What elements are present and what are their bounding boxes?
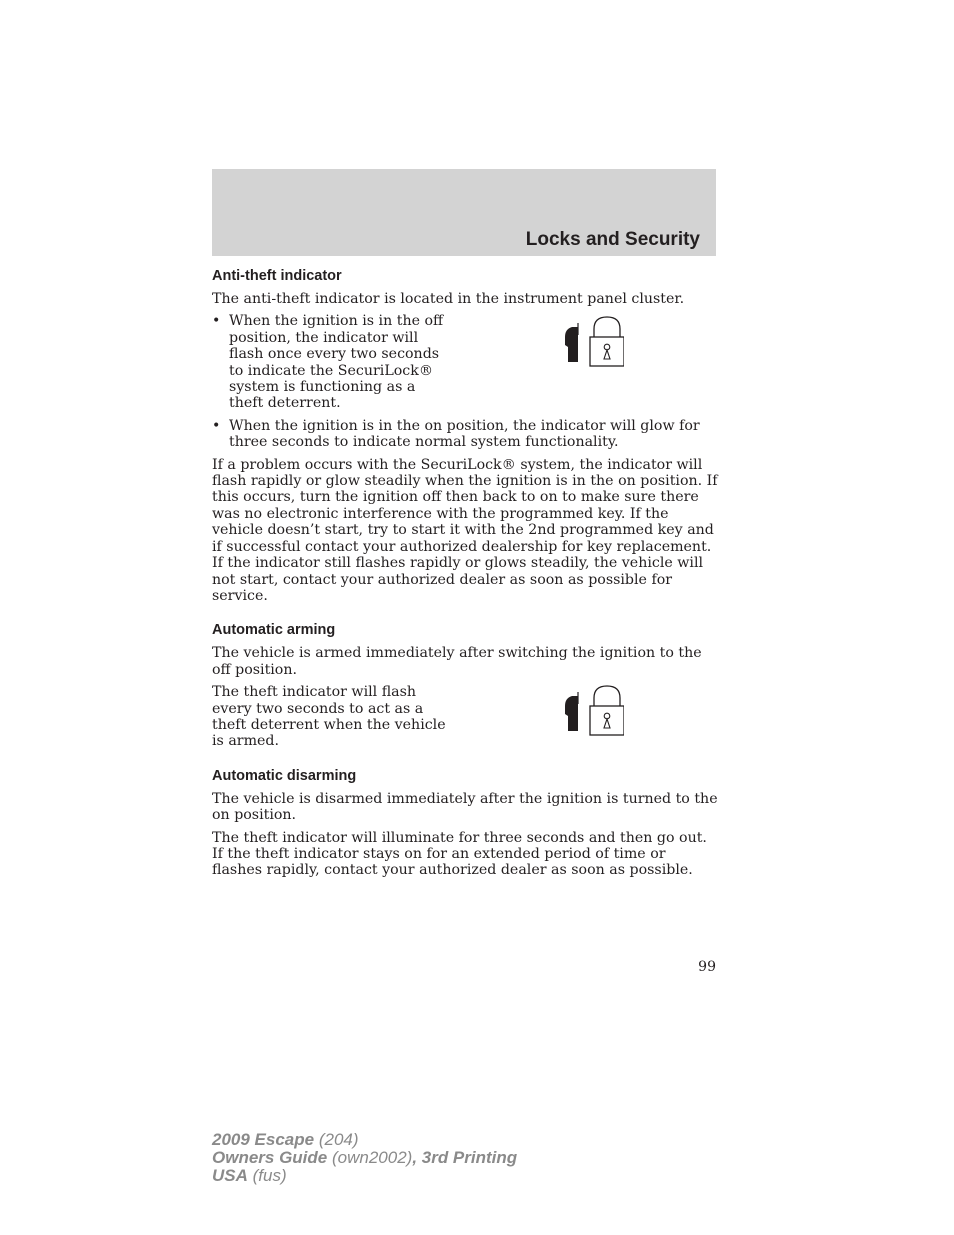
automatic-disarming-p1: The vehicle is disarmed immediately after the ignition is turned to the on position.	[212, 790, 718, 824]
theft-indicator-icon	[564, 315, 624, 367]
footer-region-code: (fus)	[252, 1166, 287, 1185]
footer-printing: , 3rd Printing	[412, 1148, 518, 1167]
anti-theft-problem-paragraph: If a problem occurs with the SecuriLock® system, the indicator will flash rapidly or glow steadily when the ignition is in the on position. If this occurs, turn the ignition off then back to on to make sure there was no electronic interference with the programmed key. If the vehicle doesn’t start, try to start it with the 2nd programmed key and if successful contact your authorized dealership for key replacement. If the indicator still flashes rapidly or glows steadily, the vehicle will not start, contact your authorized dealer as soon as possible for service.	[212, 456, 718, 604]
heading-automatic-arming: Automatic arming	[212, 622, 336, 639]
footer-line-guide	[212, 1149, 517, 1167]
bullet-marker: •	[212, 417, 221, 434]
paragraph-with-icon-block	[212, 684, 718, 750]
heading-automatic-disarming: Automatic disarming	[212, 767, 357, 784]
anti-theft-intro: The anti-theft indicator is located in the instrument panel cluster.	[212, 291, 685, 307]
heading-anti-theft-indicator: Anti-theft indicator	[212, 268, 342, 284]
footer-guide: Owners Guide	[212, 1148, 328, 1167]
bullet-marker: •	[212, 313, 221, 330]
footer-region: USA	[212, 1166, 248, 1185]
footer-model: 2009 Escape	[212, 1130, 315, 1149]
automatic-arming-p2: The theft indicator will flash every two seconds to act as a theft deterrent when the vehicle is armed.	[212, 684, 446, 750]
bullet-text: When the ignition is in the off position, the indicator will flash once every two seconds to indicate the SecuriLock® system is functioning as a theft deterrent.	[229, 313, 444, 412]
theft-indicator-icon	[564, 684, 624, 736]
document-footer	[212, 1131, 517, 1185]
page-number: 99	[698, 959, 716, 975]
list-item	[212, 418, 718, 451]
list-item	[212, 313, 452, 411]
footer-line-region	[212, 1167, 517, 1185]
footer-guide-code: (own2002)	[331, 1148, 413, 1167]
section-title: Locks and Security	[525, 229, 700, 250]
section-header-band	[212, 169, 716, 256]
footer-model-code: (204)	[318, 1130, 359, 1149]
footer-line-model	[212, 1131, 517, 1149]
page-content	[212, 266, 718, 885]
bullet-with-icon-block	[212, 313, 718, 411]
automatic-disarming-p2: The theft indicator will illuminate for three seconds and then go out. If the theft indicator stays on for an extended period of time or flashes rapidly, contact your authorized dealer as soon as possible.	[212, 829, 707, 879]
automatic-arming-p1: The vehicle is armed immediately after switching the ignition to the off position.	[212, 645, 702, 678]
bullet-text: When the ignition is in the on position, the indicator will glow for three seconds to indicate normal system functionality.	[229, 417, 700, 451]
